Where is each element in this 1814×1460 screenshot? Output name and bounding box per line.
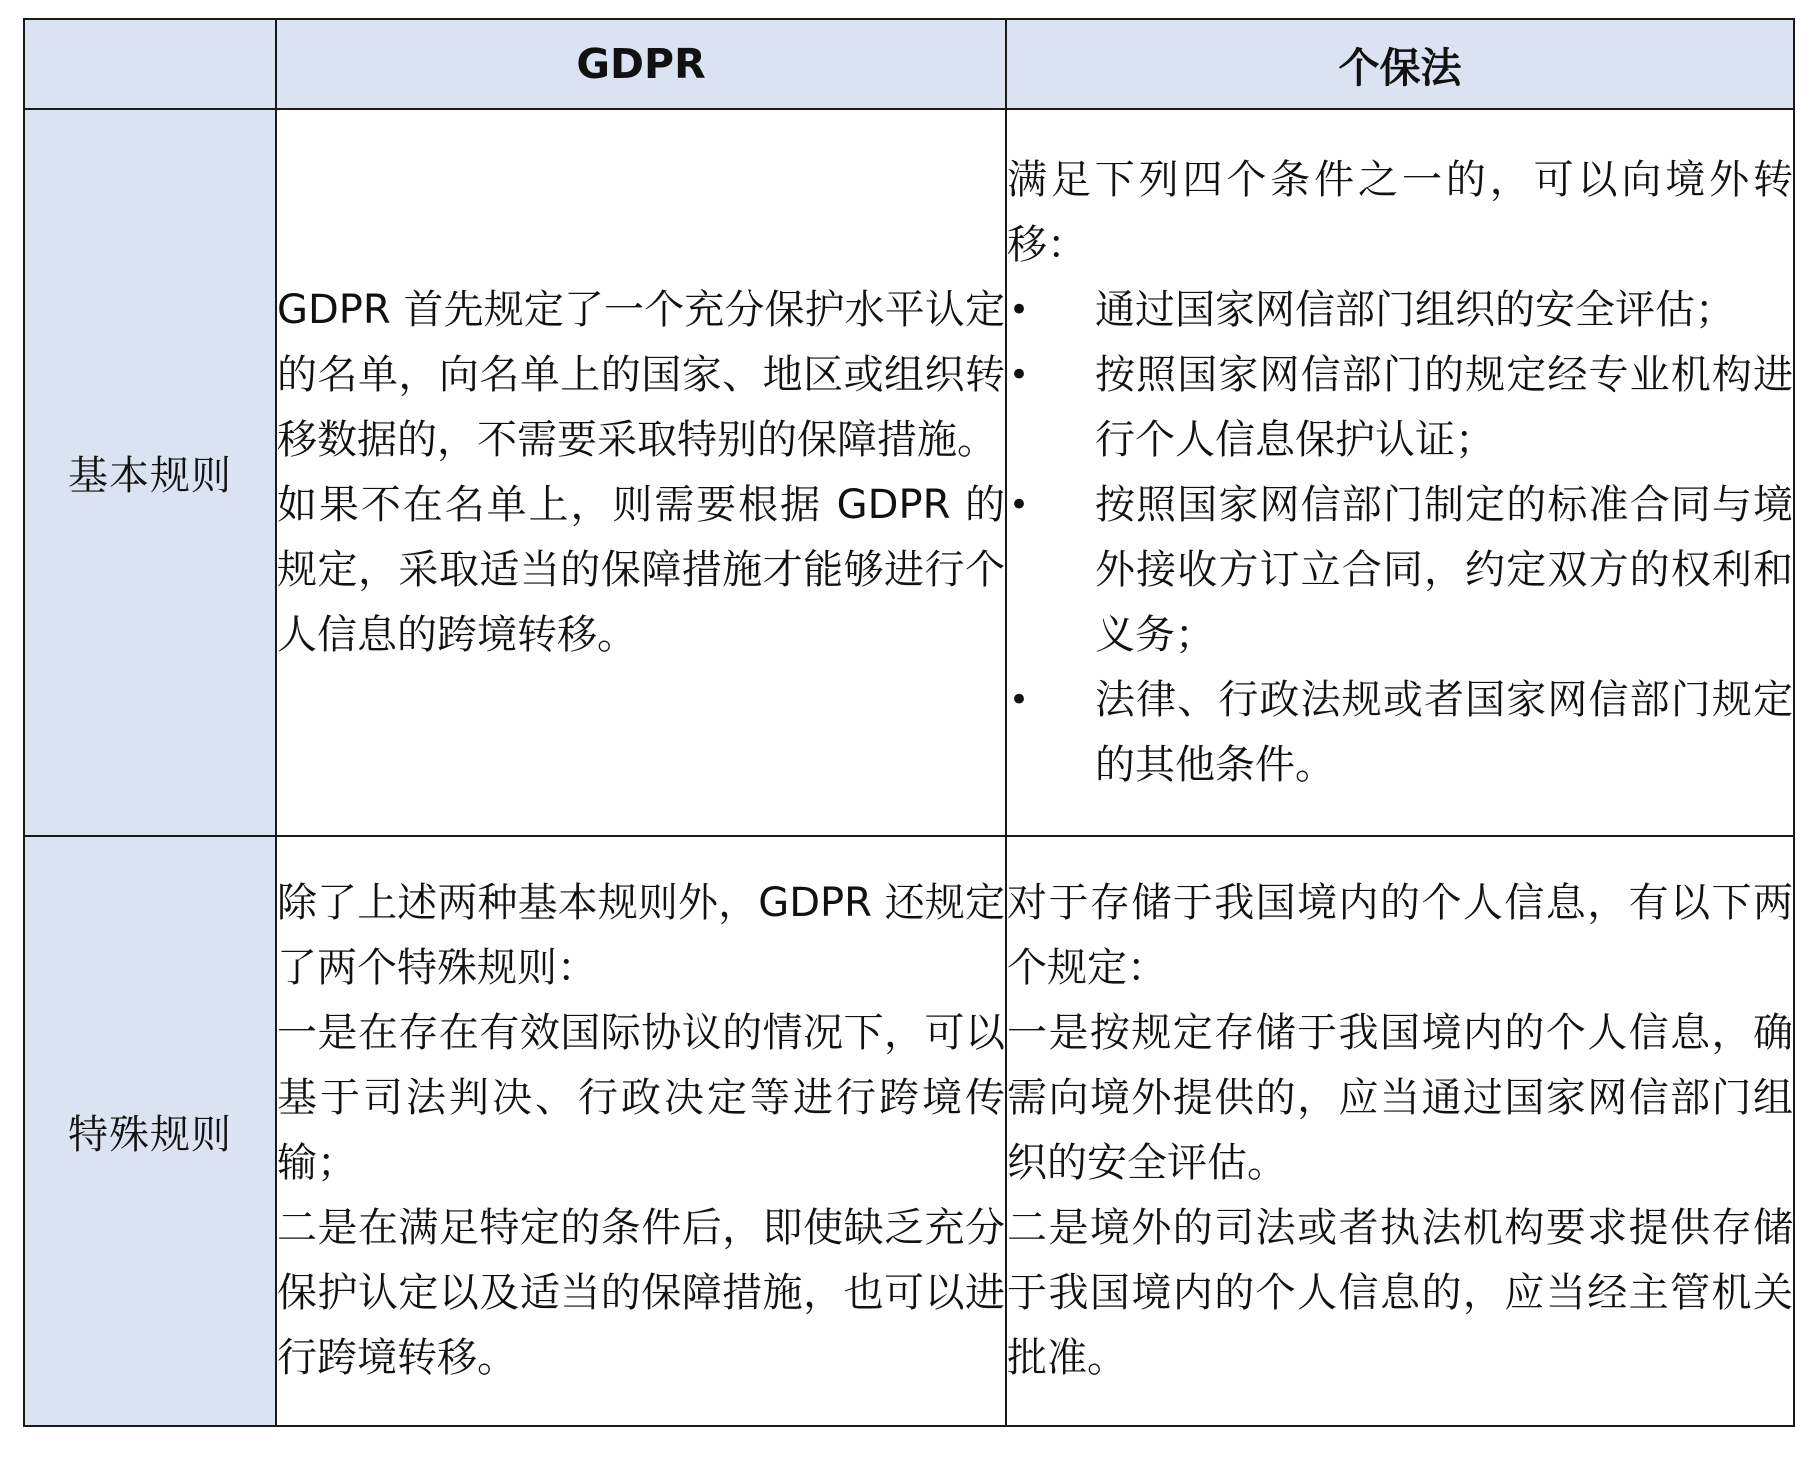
pipl-special-paragraph: 对于存储于我国境内的个人信息，有以下两个规定： (1007, 880, 1793, 991)
comparison-table (23, 18, 1795, 1427)
list-item-text: 按照国家网信部门制定的标准合同与境外接收方订立合同，约定双方的权利和义务； (1095, 481, 1793, 658)
header-corner-cell (24, 19, 276, 109)
row-label-basic-rules: 基本规则 (24, 109, 276, 836)
bullet-icon: • (1009, 289, 1030, 330)
gdpr-basic-rules-cell (276, 109, 1006, 836)
pipl-basic-intro: 满足下列四个条件之一的，可以向境外转移： (1007, 156, 1793, 268)
bullet-icon: • (1009, 484, 1030, 525)
header-row (24, 19, 1794, 109)
list-item-text: 按照国家网信部门的规定经专业机构进行个人信息保护认证； (1095, 351, 1793, 463)
gdpr-basic-paragraph: GDPR 首先规定了一个充分保护水平认定的名单，向名单上的国家、地区或组织转移数据的，不需要采取特别的保障措施。 (277, 286, 1005, 463)
gdpr-special-paragraph: 除了上述两种基本规则外，GDPR 还规定了两个特殊规则： (277, 880, 1005, 991)
bullet-icon: • (1009, 354, 1030, 395)
list-item (1007, 668, 1793, 798)
list-item-text: 通过国家网信部门组织的安全评估； (1095, 286, 1735, 333)
row-label-special-rules: 特殊规则 (24, 836, 276, 1426)
header-pipl: 个保法 (1006, 19, 1794, 109)
pipl-special-rules-cell (1006, 836, 1794, 1426)
pipl-special-paragraph: 一是按规定存储于我国境内的个人信息，确需向境外提供的，应当通过国家网信部门组织的安全评估。 (1007, 1010, 1793, 1186)
list-item-text: 法律、行政法规或者国家网信部门规定的其他条件。 (1095, 676, 1793, 788)
gdpr-basic-paragraph: 如果不在名单上，则需要根据 GDPR 的规定，采取适当的保障措施才能够进行个人信息的跨境转移。 (277, 481, 1005, 658)
header-gdpr: GDPR (276, 19, 1006, 109)
bullet-icon: • (1009, 679, 1030, 720)
gdpr-special-paragraph: 一是在存在有效国际协议的情况下，可以基于司法判决、行政决定等进行跨境传输； (277, 1010, 1005, 1186)
table-row (24, 109, 1794, 836)
gdpr-special-paragraph: 二是在满足特定的条件后，即使缺乏充分保护认定以及适当的保障措施，也可以进行跨境转移。 (277, 1205, 1005, 1381)
pipl-basic-rules-cell (1006, 109, 1794, 836)
list-item (1007, 278, 1793, 343)
list-item (1007, 473, 1793, 668)
table-row (24, 836, 1794, 1426)
pipl-conditions-list (1007, 278, 1793, 798)
gdpr-special-rules-cell (276, 836, 1006, 1426)
list-item (1007, 343, 1793, 473)
pipl-special-paragraph: 二是境外的司法或者执法机构要求提供存储于我国境内的个人信息的，应当经主管机关批准。 (1007, 1205, 1793, 1381)
